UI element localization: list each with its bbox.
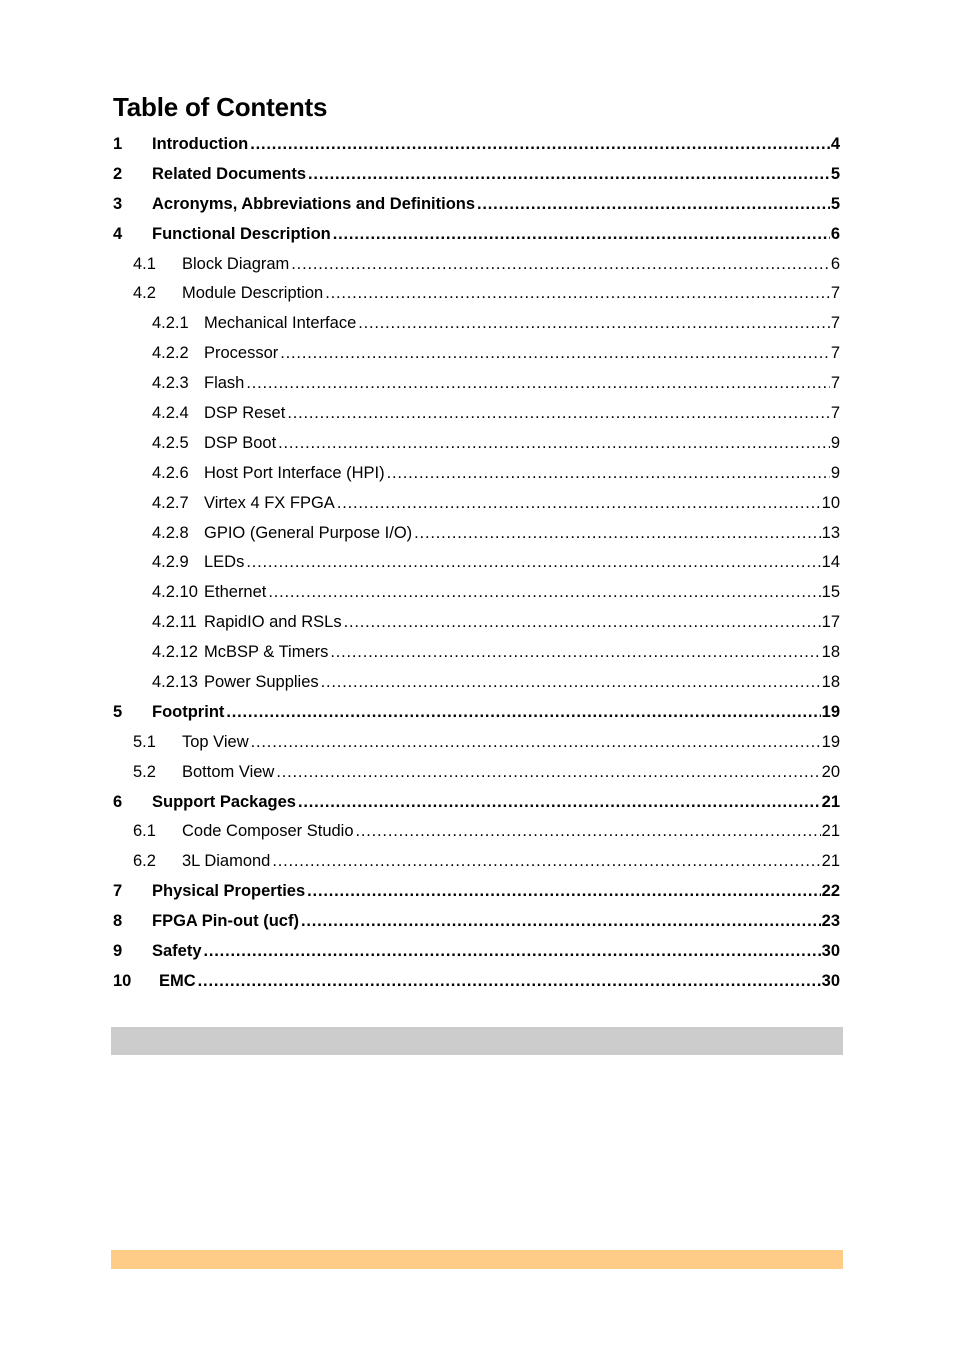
toc-dot-leader xyxy=(308,160,830,190)
toc-entry-number: 4.1 xyxy=(133,254,156,273)
toc-entry[interactable] xyxy=(113,160,840,190)
toc-entry-number: 4.2.4 xyxy=(152,404,189,423)
toc-dot-leader xyxy=(325,279,830,309)
toc-entry-number: 6 xyxy=(113,792,123,811)
toc-entry[interactable] xyxy=(113,130,840,160)
toc-entry-title[interactable]: EMC xyxy=(159,971,196,990)
toc-entry-number: 4 xyxy=(113,224,123,243)
toc-entry-title[interactable]: DSP Reset xyxy=(204,404,286,423)
toc-entry-title[interactable]: Ethernet xyxy=(204,583,267,602)
toc-entry-title[interactable]: Code Composer Studio xyxy=(182,822,354,841)
toc-dot-leader xyxy=(358,309,830,339)
toc-entry-page-number[interactable]: 19 xyxy=(821,732,840,751)
toc-entry-title[interactable]: Bottom View xyxy=(182,762,275,781)
toc-entry-title[interactable]: Virtex 4 FX FPGA xyxy=(204,493,335,512)
toc-entry-number: 4.2.3 xyxy=(152,374,189,393)
toc-entry[interactable] xyxy=(113,698,840,728)
toc-entry[interactable] xyxy=(113,668,840,698)
toc-entry-number: 4.2.1 xyxy=(152,314,189,333)
toc-entry-page-number[interactable]: 6 xyxy=(830,224,840,243)
toc-dot-leader xyxy=(276,758,820,788)
table-of-contents xyxy=(113,130,840,997)
toc-entry-number: 2 xyxy=(113,164,123,183)
toc-entry-page-number[interactable]: 7 xyxy=(830,404,840,423)
toc-entry-title[interactable]: McBSP & Timers xyxy=(204,643,329,662)
toc-entry-number: 4.2.2 xyxy=(152,344,189,363)
toc-entry-page-number[interactable]: 18 xyxy=(821,643,840,662)
toc-entry-number: 4.2.5 xyxy=(152,433,189,452)
toc-entry-number: 4.2.6 xyxy=(152,463,189,482)
toc-entry-number: 5 xyxy=(113,702,123,721)
toc-entry-page-number[interactable]: 7 xyxy=(830,374,840,393)
toc-entry[interactable] xyxy=(113,250,840,280)
footer-band xyxy=(111,1250,843,1269)
toc-entry-title[interactable]: Safety xyxy=(152,942,202,961)
toc-dot-leader xyxy=(337,489,821,519)
toc-entry-page-number[interactable]: 18 xyxy=(821,673,840,692)
toc-dot-leader xyxy=(280,339,830,369)
toc-entry-title[interactable]: Host Port Interface (HPI) xyxy=(204,463,385,482)
toc-entry-title[interactable]: FPGA Pin-out (ucf) xyxy=(152,912,299,931)
toc-entry-title[interactable]: 3L Diamond xyxy=(182,852,271,871)
toc-entry-number: 6.2 xyxy=(133,852,156,871)
toc-entry[interactable] xyxy=(113,758,840,788)
toc-entry[interactable] xyxy=(113,578,840,608)
toc-dot-leader xyxy=(287,399,829,429)
toc-dot-leader xyxy=(301,907,821,937)
toc-entry-number: 4.2.13 xyxy=(152,673,198,692)
toc-entry-title[interactable]: Acronyms, Abbreviations and Definitions xyxy=(152,194,476,213)
toc-entry-title[interactable]: Support Packages xyxy=(152,792,296,811)
toc-entry-number: 4.2.8 xyxy=(152,523,189,542)
toc-entry[interactable] xyxy=(113,519,840,549)
toc-entry[interactable] xyxy=(113,937,840,967)
toc-entry-page-number[interactable]: 4 xyxy=(830,135,840,153)
toc-dot-leader xyxy=(278,429,830,459)
toc-dot-leader xyxy=(226,698,820,728)
toc-entry[interactable] xyxy=(113,220,840,250)
toc-dot-leader xyxy=(268,578,820,608)
toc-entry-page-number[interactable]: 9 xyxy=(830,433,840,452)
toc-entry-title[interactable]: GPIO (General Purpose I/O) xyxy=(204,523,413,542)
toc-entry-title[interactable]: Physical Properties xyxy=(152,882,306,901)
toc-entry-number: 10 xyxy=(113,971,132,990)
toc-entry[interactable] xyxy=(113,967,840,997)
toc-entry-page-number[interactable]: 22 xyxy=(821,882,840,901)
toc-entry-title[interactable]: Functional Description xyxy=(152,224,331,243)
toc-entry-title[interactable]: Block Diagram xyxy=(182,254,290,273)
toc-entry-number: 1 xyxy=(113,135,123,153)
toc-entry[interactable] xyxy=(113,339,840,369)
toc-entry[interactable] xyxy=(113,369,840,399)
toc-entry-title[interactable]: Mechanical Interface xyxy=(204,314,357,333)
toc-entry[interactable] xyxy=(113,489,840,519)
toc-entry-page-number[interactable]: 5 xyxy=(830,194,840,213)
toc-entry-page-number[interactable]: 7 xyxy=(830,314,840,333)
toc-entry-page-number[interactable]: 7 xyxy=(830,284,840,303)
toc-entry[interactable] xyxy=(113,459,840,489)
toc-entry-number: 7 xyxy=(113,882,123,901)
toc-dot-leader xyxy=(204,937,821,967)
toc-entry-number: 4.2 xyxy=(133,284,156,303)
toc-entry-page-number[interactable]: 20 xyxy=(821,762,840,781)
toc-dot-leader xyxy=(272,847,820,877)
toc-dot-leader xyxy=(246,369,829,399)
toc-dot-leader xyxy=(330,638,820,668)
toc-entry-title[interactable]: LEDs xyxy=(204,553,245,572)
toc-dot-leader xyxy=(251,728,821,758)
toc-entry[interactable] xyxy=(113,399,840,429)
toc-entry[interactable] xyxy=(113,847,840,877)
toc-entry-number: 6.1 xyxy=(133,822,156,841)
toc-dot-leader xyxy=(246,548,820,578)
toc-entry[interactable] xyxy=(113,817,840,847)
toc-entry-number: 9 xyxy=(113,942,123,961)
toc-entry-title[interactable]: Introduction xyxy=(152,135,249,153)
toc-entry-number: 4.2.11 xyxy=(152,613,197,632)
toc-entry-page-number[interactable]: 17 xyxy=(821,613,840,632)
toc-entry[interactable] xyxy=(113,279,840,309)
toc-entry-title[interactable]: Processor xyxy=(204,344,279,363)
toc-entry-number: 5.2 xyxy=(133,762,156,781)
toc-dot-leader xyxy=(298,788,821,818)
toc-entry-number: 4.2.12 xyxy=(152,643,198,662)
toc-entry[interactable] xyxy=(113,638,840,668)
toc-dot-leader xyxy=(291,250,830,280)
toc-entry-page-number[interactable]: 23 xyxy=(821,912,840,931)
toc-entry-title[interactable]: Footprint xyxy=(152,702,225,721)
toc-dot-leader xyxy=(250,130,830,160)
toc-entry-page-number[interactable]: 30 xyxy=(821,971,840,990)
toc-entry-page-number[interactable]: 21 xyxy=(821,822,840,841)
toc-entry-page-number[interactable]: 19 xyxy=(821,702,840,721)
toc-entry[interactable] xyxy=(113,907,840,937)
toc-entry-page-number[interactable]: 21 xyxy=(821,852,840,871)
toc-entry-number: 4.2.10 xyxy=(152,583,198,602)
page-title: Table of Contents xyxy=(113,92,328,122)
toc-entry[interactable] xyxy=(113,728,840,758)
toc-entry-page-number[interactable]: 5 xyxy=(830,164,840,183)
toc-entry[interactable] xyxy=(113,608,840,638)
toc-entry-page-number[interactable]: 7 xyxy=(830,344,840,363)
toc-entry-page-number[interactable]: 21 xyxy=(821,792,840,811)
toc-entry-number: 3 xyxy=(113,194,123,213)
toc-entry-number: 4.2.9 xyxy=(152,553,189,572)
gray-divider-band xyxy=(111,1027,843,1055)
toc-entry-title[interactable]: Module Description xyxy=(182,284,324,303)
toc-entry-page-number[interactable]: 6 xyxy=(830,254,840,273)
toc-entry-page-number[interactable]: 9 xyxy=(830,463,840,482)
toc-dot-leader xyxy=(307,877,820,907)
toc-entry-page-number[interactable]: 14 xyxy=(821,553,840,572)
toc-dot-leader xyxy=(344,608,821,638)
toc-dot-leader xyxy=(321,668,821,698)
toc-entry[interactable] xyxy=(113,309,840,339)
toc-entry-number: 5.1 xyxy=(133,732,156,751)
toc-entry-title[interactable]: RapidIO and RSLs xyxy=(204,613,342,632)
toc-entry[interactable] xyxy=(113,548,840,578)
toc-dot-leader xyxy=(333,220,830,250)
toc-dot-leader xyxy=(356,817,821,847)
toc-entry-title[interactable]: Related Documents xyxy=(152,164,307,183)
toc-entry-title[interactable]: Top View xyxy=(182,732,249,751)
toc-entry-page-number[interactable]: 10 xyxy=(821,493,840,512)
toc-dot-leader xyxy=(387,459,830,489)
toc-entry-title[interactable]: Flash xyxy=(204,374,245,393)
toc-entry[interactable] xyxy=(113,429,840,459)
toc-entry-number: 8 xyxy=(113,912,123,931)
toc-dot-leader xyxy=(198,967,821,997)
toc-entry-page-number[interactable]: 15 xyxy=(821,583,840,602)
toc-dot-leader xyxy=(414,519,820,549)
toc-entry-number: 4.2.7 xyxy=(152,493,189,512)
toc-dot-leader xyxy=(477,190,830,220)
toc-entry[interactable] xyxy=(113,190,840,220)
toc-entry-page-number[interactable]: 30 xyxy=(821,942,840,961)
toc-entry[interactable] xyxy=(113,788,840,818)
toc-entry[interactable] xyxy=(113,877,840,907)
toc-entry-title[interactable]: Power Supplies xyxy=(204,673,319,692)
toc-entry-title[interactable]: DSP Boot xyxy=(204,433,277,452)
toc-entry-page-number[interactable]: 13 xyxy=(821,523,840,542)
